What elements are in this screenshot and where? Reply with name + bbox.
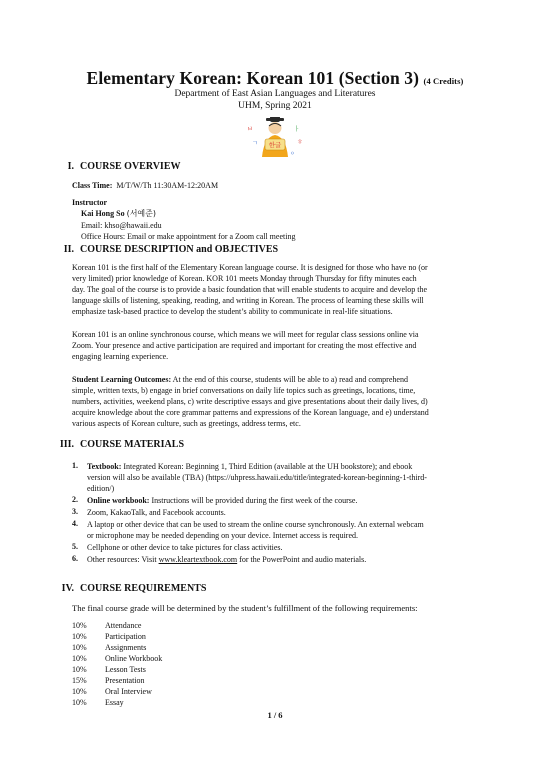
section-heading-requirements: IV. COURSE REQUIREMENTS [61,583,207,594]
course-title: Elementary Korean: Korean 101 (Section 3) [86,68,420,88]
section-heading-materials: III. COURSE MATERIALS [59,439,184,450]
material-item-device: A laptop or other device that can be used to stream the online course synchronously. An external webcam [87,520,424,529]
material-item-accounts: Zoom, KakaoTalk, and Facebook accounts. [87,508,226,517]
svg-text:ㅂ: ㅂ [247,126,253,133]
material-item-device-cont: or microphone may be needed depending on your device. Internet access is required. [87,531,359,540]
grade-row: 10% Essay [72,698,124,707]
grade-row: 10% Attendance [72,621,142,630]
material-item-textbook-cont: version will also be available (TBA) (https://uhpress.hawaii.edu/title/integrated-korean-beginning-1-third- [87,473,427,482]
description-p1-line: language skills of listening, speaking, reading, and writing in Korean. The process of learning these skills will [72,296,424,305]
class-time: Class Time: M/T/W/Th 11:30AM-12:20AM [72,181,219,190]
material-item-cellphone: Cellphone or other device to take pictures for class activities. [87,543,283,552]
material-item-resources: Other resources: Visit www.kleartextbook.com for the PowerPoint and audio materials. [87,555,367,564]
requirements-intro: The final course grade will be determined by the student’s fulfillment of the following requirements: [72,603,418,613]
material-number: 1. [72,461,78,470]
svg-text:ㅎ: ㅎ [297,139,303,146]
office-hours: Office Hours: Email or make appointment for a Zoom call meeting [81,232,296,241]
department-name: Department of East Asian Languages and Literatures [174,89,376,99]
material-number: 3. [72,507,78,516]
description-p2-line: Zoom. Your presence and active participation are required and important for creating the most effective and [72,341,417,350]
svg-text:ㄱ: ㄱ [252,140,258,147]
learning-outcomes-line: Student Learning Outcomes: At the end of this course, students will be able to a) read and comprehend [72,375,408,384]
kleartextbook-link[interactable]: www.kleartextbook.com [158,555,238,564]
svg-text:ㅏ: ㅏ [294,126,300,133]
material-item-textbook: Textbook: Integrated Korean: Beginning 1, Third Edition (available at the UH bookstore); and ebook [87,462,413,471]
description-p2-line: Korean 101 is an online synchronous course, which means we will meet for regular class sessions online via [72,330,419,339]
material-item-textbook-cont: edition/) [87,484,115,493]
instructor-name: Kai Hong So (서예준) [81,209,157,218]
term-label: UHM, Spring 2021 [238,101,312,111]
grade-row: 10% Oral Interview [72,687,152,696]
material-number: 2. [72,495,78,504]
description-p2-line: engaging learning experience. [72,352,169,361]
svg-text:한글: 한글 [268,141,282,149]
material-number: 5. [72,542,78,551]
grade-row: 10% Assignments [72,643,147,652]
grade-row: 15% Presentation [72,676,145,685]
description-p1-line: Korean 101 is the first half of the Elementary Korean language course. It is designed for those who have no (or [72,263,428,272]
page-number: 1 / 6 [267,710,283,720]
hangul-scholar-logo [244,117,306,159]
instructor-email: Email: khso@hawaii.edu [81,221,162,230]
learning-outcomes-line: numbers, activities, weekend plans, c) write descriptive essays and give presentations about their daily lives, d) [72,397,428,406]
learning-outcomes-line: acquire knowledge about the core grammar patterns and expressions of the Korean language, and e) understand [72,408,429,417]
grade-row: 10% Participation [72,632,146,641]
material-item-workbook: Online workbook: Instructions will be provided during the first week of the course. [87,496,358,505]
page-title [0,68,550,89]
material-number: 4. [72,519,78,528]
grade-row: 10% Online Workbook [72,654,163,663]
material-number: 6. [72,554,78,563]
description-p1-line: emphasize task-based practice to develop the student’s ability to communicate in real-life situations. [72,307,393,316]
instructor-label: Instructor [72,198,108,207]
section-heading-overview: I. COURSE OVERVIEW [67,161,181,172]
svg-text:ㅇ: ㅇ [290,151,295,157]
course-credits: (4 Credits) [423,76,464,86]
learning-outcomes-line: various aspects of Korean culture, such as greetings, address terms, etc. [72,419,301,428]
learning-outcomes-line: simple, written texts, b) engage in brief conversations on daily life topics such as greetings, locations, time, [72,386,416,395]
description-p1-line: very limited) prior knowledge of Korean. KOR 101 meets Monday through Thursday for fifty minutes each [72,274,417,283]
section-heading-description: II. COURSE DESCRIPTION and OBJECTIVES [63,244,279,255]
description-p1-line: day. The goal of the course is to provide a basic foundation that will enable students to acquire and develop the [72,285,428,294]
grade-row: 10% Lesson Tests [72,665,146,674]
